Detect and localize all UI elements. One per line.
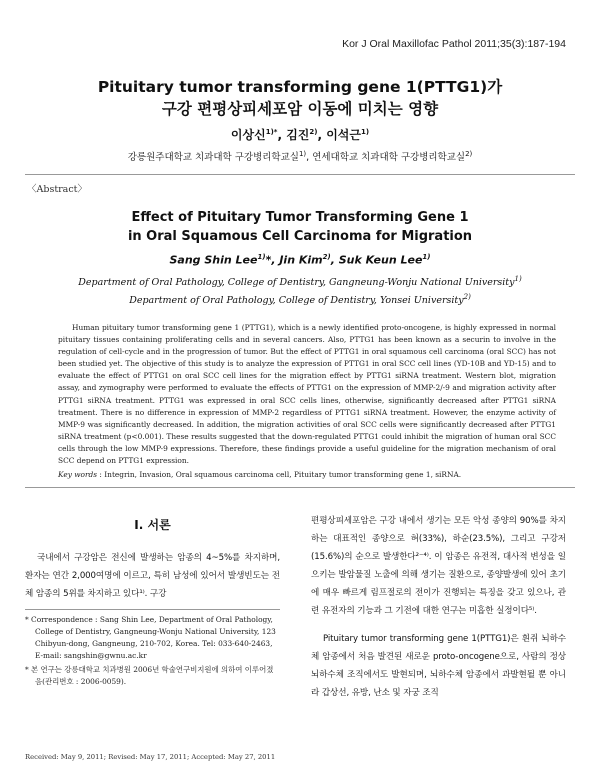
author-1-ko: 이상신 bbox=[230, 128, 266, 142]
author-2-ko: 김진 bbox=[286, 128, 310, 142]
author-2-ko-sup: 2) bbox=[309, 128, 318, 136]
received-dates: Received: May 9, 2011; Revised: May 17, 2011; Accepted: May 27, 2011 bbox=[25, 753, 276, 761]
footnotes bbox=[25, 614, 280, 690]
korean-title bbox=[40, 76, 560, 120]
author-1-ko-sup: 1)* bbox=[265, 128, 278, 136]
abstract-paragraph: Human pituitary tumor transforming gene 1 (PTTG1), which is a newly identified proto-oncogene, is highly expressed in normal pituitary tissues containing proliferating cells and in several cancers. Also, PTTG1 has been known as a securin to involve in the regulation of cell-cycle and in the progression of tumor. But the effect of PTTG1 in oral squamous cell carcinoma (oral SCC) has not been studied yet. The objective of this study is to analyze the expression of PTTG1 in oral SCC cell lines (YD-10B and YD-15) and to evaluate the effect of PTTG1 on oral SCC cell lines for the migration effect by PTTG1 siRNA treatment. Western blot, migration assay, and zymography were performed to evaluate the effects of PTTG1 on the expression of MMP-2/-9 and migration activity after PTTG1 siRNA treatment. PTTG1 was expressed in oral SCC cells lines, otherwise, significantly decreased after PTTG1 siRNA treatment. There is no difference in expression of MMP-2 regardless of PTTG1 siRNA treatment. However, the enzyme activity of MMP-9 was significantly decreased. In addition, the migration activities of oral SCC cells were significantly decreased after PTTG1 siRNA treatment (p<0.001). These results suggested that the down-regulated PTTG1 could inhibit the migration of human oral SCC cells through the low MMP-9 expressions. Therefore, these findings provide a useful guideline for the migration mechanism of oral SCC depend on PTTG1 expression. bbox=[58, 323, 556, 466]
affiliation-1-ko-sup: 1) bbox=[298, 149, 307, 158]
author-3-ko-sup: 1) bbox=[360, 128, 370, 136]
english-affiliations bbox=[40, 272, 560, 308]
english-authors: Sang Shin Lee$^{1)}$*, Jin Kim$^{2)}$, Suk Keun Lee$^{1)}$ bbox=[169, 253, 431, 267]
keywords bbox=[58, 470, 556, 479]
divider-top bbox=[25, 174, 575, 175]
footnote-divider bbox=[25, 609, 280, 610]
right-column bbox=[311, 512, 566, 702]
author-3-en: Suk Keun Lee bbox=[338, 253, 423, 267]
footnote-funding: * 본 연구는 강릉대학교 치과병원 2006년 학술연구비지원에 의하여 이루어졌음(관리번호 : 2006-0059). bbox=[25, 665, 274, 686]
author-2-en: Jin Kim bbox=[279, 253, 323, 267]
affiliation-2-ko-sup: 2) bbox=[465, 149, 473, 158]
author-3-en-sup: 1) bbox=[422, 253, 431, 261]
english-title-line-2: in Oral Squamous Cell Carcinoma for Migration bbox=[127, 229, 473, 244]
author-1-en-sup: 1) bbox=[257, 253, 266, 261]
affiliation-2-en-sup: 2) bbox=[463, 293, 471, 302]
author-1-en-star: * bbox=[265, 253, 272, 267]
intro-paragraph-right-1: 편평상피세포암은 구강 내에서 생기는 모든 악성 종양의 90%를 차지하는 대표적인 종양으로 혀(33%), 하순(23.5%), 그리고 구강저(15.6%)의 순으로 발생한다²⁻⁴⁾. 이 암종은 유전적, 대사적 변성을 일으키는 발암물질 노출에 의해 생기는 질환으로, 종양발생에 있어 초기에 매우 빠르게 림프절로의 전이가 진행되는 특징을 갖고 있으나, 관련 유전자의 기능과 그 기전에 대한 연구는 미흡한 실정이다⁵⁾. bbox=[311, 516, 566, 616]
footnote-correspondence: * Correspondence : Sang Shin Lee, Department of Oral Pathology, College of Dentistry, Gangneung-Wonju National University, 123 Chibyun-dong, Gangneung, 210-702, Korea. Tel: 033-640-2463, E-mail: sangshin@gwnu.ac.kr bbox=[25, 615, 276, 660]
korean-affiliations: 강릉원주대학교 치과대학 구강병리학교실$^{1)}$, 연세대학교 치과대학 구강병리학교실$^{2)}$ bbox=[127, 149, 473, 163]
intro-paragraph-left: 국내에서 구강암은 전신에 발생하는 암종의 4~5%를 차지하며, 환자는 연간 2,000여명에 이르고, 특히 남성에 있어서 발생빈도는 전체 암종의 5위를 차지하고 있다¹⁾. 구강 bbox=[25, 553, 280, 599]
author-3-ko: 이석근 bbox=[326, 128, 361, 142]
author-1-en: Sang Shin Lee bbox=[169, 253, 258, 267]
affiliation-1-en-sup: 1) bbox=[514, 275, 522, 283]
affiliation-2-en: Department of Oral Pathology, College of Dentistry, Yonsei University bbox=[129, 295, 464, 307]
author-2-en-sup: 2) bbox=[322, 253, 331, 261]
korean-title-line-2: 구강 편평상피세포암 이동에 미치는 영향 bbox=[161, 100, 439, 118]
journal-header: Kor J Oral Maxillofac Pathol 2011;35(3):187-194 bbox=[342, 38, 566, 50]
affiliation-1-en: Department of Oral Pathology, College of Dentistry, Gangneung-Wonju National University bbox=[78, 277, 515, 289]
abstract-body bbox=[58, 322, 556, 467]
affiliation-1-ko: 강릉원주대학교 치과대학 구강병리학교실 bbox=[127, 152, 299, 163]
english-title-line-1: Effect of Pituitary Tumor Transforming Gene 1 bbox=[131, 210, 469, 225]
left-column bbox=[25, 512, 280, 603]
divider-bottom bbox=[25, 487, 575, 488]
section-heading-introduction: Ⅰ. 서론 bbox=[134, 518, 171, 532]
affiliation-2-ko: 연세대학교 치과대학 구강병리학교실 bbox=[312, 152, 466, 163]
english-title bbox=[40, 208, 560, 246]
korean-authors: 이상신$^{1)*}$, 김진$^{2)}$, 이석근$^{1)}$ bbox=[230, 128, 370, 142]
keywords-label: Key words bbox=[58, 470, 98, 479]
abstract-label: 〈Abstract〉 bbox=[27, 184, 87, 195]
korean-title-line-1: Pituitary tumor transforming gene 1(PTTG1)가 bbox=[97, 78, 503, 96]
intro-paragraph-right-2: Pituitary tumor transforming gene 1(PTTG1)은 흰쥐 뇌하수체 암종에서 처음 발견된 새로운 proto-oncogene으로, 사람의 정상 뇌하수체 조직에서도 발현되며, 뇌하수체 암종에서 과발현될 뿐 아니라 갑상선, 유방, 난소 및 자궁 조직 bbox=[311, 634, 566, 698]
keywords-text: : Integrin, Invasion, Oral squamous carcinoma cell, Pituitary tumor transforming gene 1, siRNA. bbox=[99, 470, 462, 479]
